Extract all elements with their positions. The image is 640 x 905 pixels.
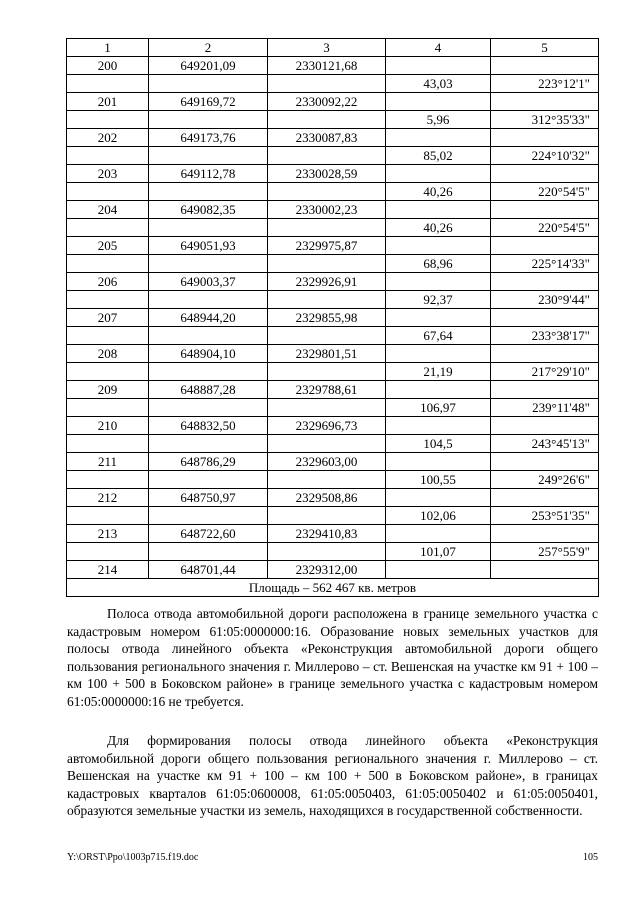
cell-y-coordinate: 2330121,68 (268, 57, 386, 75)
cell-bearing (491, 93, 599, 111)
cell-x-coordinate: 648904,10 (149, 345, 268, 363)
cell-distance: 92,37 (386, 291, 491, 309)
cell-x-coordinate: 649169,72 (149, 93, 268, 111)
table-row (67, 327, 599, 345)
cell-point-number (67, 147, 149, 165)
cell-point-number (67, 183, 149, 201)
cell-bearing (491, 57, 599, 75)
cell-x-coordinate (149, 327, 268, 345)
cell-x-coordinate (149, 75, 268, 93)
cell-distance (386, 561, 491, 579)
cell-point-number (67, 75, 149, 93)
cell-x-coordinate: 648786,29 (149, 453, 268, 471)
cell-distance: 102,06 (386, 507, 491, 525)
cell-bearing: 220°54'5" (491, 219, 599, 237)
cell-y-coordinate (268, 399, 386, 417)
header-cell-bearing: 5 (491, 39, 599, 57)
cell-bearing: 224°10'32" (491, 147, 599, 165)
paragraph-land-plots: Для формирования полосы отвода линейного объекта «Реконструкция автомобильной дороги общего пользования регионального значения г. Миллерово – ст. Вешенская на участке км 91 + 100 – км 100 + 500 в Боковском районе», в границах кадастровых кварталов 61:05:0600008, 61:05:0050403, 61:05:0050402 и 61:05:0050401, образуются земельные участки из земель, находящихся в государственной собственности. (67, 733, 598, 819)
cell-bearing (491, 237, 599, 255)
cell-point-number (67, 327, 149, 345)
cell-bearing (491, 489, 599, 507)
cell-bearing (491, 201, 599, 219)
cell-bearing: 223°12'1" (491, 75, 599, 93)
cell-point-number (67, 543, 149, 561)
cell-distance (386, 93, 491, 111)
cell-point-number (67, 399, 149, 417)
cell-y-coordinate: 2329312,00 (268, 561, 386, 579)
cell-bearing (491, 453, 599, 471)
cell-y-coordinate (268, 327, 386, 345)
cell-bearing (491, 273, 599, 291)
cell-point-number: 209 (67, 381, 149, 399)
table-row (67, 525, 599, 543)
table-row (67, 237, 599, 255)
table-area-row (67, 579, 599, 597)
cell-x-coordinate (149, 543, 268, 561)
cell-point-number (67, 219, 149, 237)
cell-distance (386, 309, 491, 327)
cell-x-coordinate (149, 219, 268, 237)
cell-y-coordinate: 2330087,83 (268, 129, 386, 147)
cell-y-coordinate: 2329926,91 (268, 273, 386, 291)
table-row (67, 471, 599, 489)
cell-y-coordinate (268, 183, 386, 201)
cell-point-number: 207 (67, 309, 149, 327)
cell-bearing (491, 381, 599, 399)
cell-distance: 40,26 (386, 183, 491, 201)
table-row (67, 165, 599, 183)
footer-file-path: Y:\ORST\Ppo\1003p715.f19.doc (67, 852, 199, 863)
table-row (67, 111, 599, 129)
cell-distance (386, 525, 491, 543)
cell-distance (386, 165, 491, 183)
cell-y-coordinate: 2329855,98 (268, 309, 386, 327)
cell-distance: 104,5 (386, 435, 491, 453)
cell-distance: 106,97 (386, 399, 491, 417)
cell-y-coordinate: 2329508,86 (268, 489, 386, 507)
cell-distance: 68,96 (386, 255, 491, 273)
cell-distance (386, 57, 491, 75)
cell-bearing (491, 345, 599, 363)
cell-distance (386, 345, 491, 363)
table-row (67, 183, 599, 201)
cell-point-number (67, 255, 149, 273)
cell-bearing: 239°11'48" (491, 399, 599, 417)
cell-distance: 67,64 (386, 327, 491, 345)
cell-y-coordinate (268, 543, 386, 561)
cell-bearing: 312°35'33" (491, 111, 599, 129)
cell-bearing (491, 309, 599, 327)
cell-y-coordinate: 2329410,83 (268, 525, 386, 543)
cell-point-number: 202 (67, 129, 149, 147)
table-row (67, 147, 599, 165)
cell-x-coordinate: 648722,60 (149, 525, 268, 543)
cell-y-coordinate (268, 219, 386, 237)
cell-point-number: 212 (67, 489, 149, 507)
cell-x-coordinate: 648887,28 (149, 381, 268, 399)
cell-bearing: 225°14'33" (491, 255, 599, 273)
cell-y-coordinate (268, 291, 386, 309)
table-row (67, 219, 599, 237)
cell-point-number (67, 471, 149, 489)
cell-bearing: 243°45'13" (491, 435, 599, 453)
cell-point-number: 211 (67, 453, 149, 471)
cell-y-coordinate (268, 147, 386, 165)
table-row (67, 435, 599, 453)
cell-x-coordinate (149, 363, 268, 381)
cell-x-coordinate: 649051,93 (149, 237, 268, 255)
table-row (67, 345, 599, 363)
cell-x-coordinate: 648832,50 (149, 417, 268, 435)
cell-point-number: 200 (67, 57, 149, 75)
cell-x-coordinate: 649082,35 (149, 201, 268, 219)
table-row (67, 399, 599, 417)
cell-point-number: 206 (67, 273, 149, 291)
cell-y-coordinate (268, 255, 386, 273)
cell-point-number (67, 111, 149, 129)
cell-y-coordinate: 2329603,00 (268, 453, 386, 471)
cell-x-coordinate (149, 183, 268, 201)
cell-point-number (67, 291, 149, 309)
table-row (67, 93, 599, 111)
table-row (67, 309, 599, 327)
footer-page-number: 105 (583, 852, 598, 863)
header-cell-x-coordinate: 2 (149, 39, 268, 57)
paragraph-right-of-way: Полоса отвода автомобильной дороги расположена в границе земельного участка с кадастровым номером 61:05:0000000:16. Образование новых земельных участков для полосы отвода линейного объекта «Реконструкция автомобильной дороги общего пользования регионального значения г. Миллерово – ст. Вешенская на участке км 91 + 100 – км 100 + 500 в Боковском районе» в границе земельного участка с кадастровым номером 61:05:0000000:16 не требуется. (67, 606, 598, 709)
table-row (67, 75, 599, 93)
table-header-row (67, 39, 599, 57)
cell-y-coordinate: 2330002,23 (268, 201, 386, 219)
cell-x-coordinate (149, 471, 268, 489)
cell-bearing: 249°26'6" (491, 471, 599, 489)
cell-point-number: 205 (67, 237, 149, 255)
cell-bearing (491, 417, 599, 435)
cell-x-coordinate (149, 507, 268, 525)
cell-distance: 85,02 (386, 147, 491, 165)
cell-bearing: 217°29'10" (491, 363, 599, 381)
cell-bearing (491, 561, 599, 579)
table-row (67, 543, 599, 561)
cell-x-coordinate (149, 291, 268, 309)
table-row (67, 291, 599, 309)
table-row (67, 201, 599, 219)
cell-x-coordinate: 648750,97 (149, 489, 268, 507)
area-total-cell: Площадь – 562 467 кв. метров (67, 579, 599, 597)
cell-bearing: 233°38'17" (491, 327, 599, 345)
cell-y-coordinate: 2330028,59 (268, 165, 386, 183)
table-row (67, 453, 599, 471)
cell-distance (386, 237, 491, 255)
table-row (67, 363, 599, 381)
cell-point-number: 208 (67, 345, 149, 363)
header-cell-point-number: 1 (67, 39, 149, 57)
cell-y-coordinate: 2329975,87 (268, 237, 386, 255)
cell-x-coordinate: 648944,20 (149, 309, 268, 327)
cell-bearing: 257°55'9" (491, 543, 599, 561)
table-row (67, 561, 599, 579)
cell-distance: 21,19 (386, 363, 491, 381)
cell-y-coordinate: 2329696,73 (268, 417, 386, 435)
cell-bearing (491, 165, 599, 183)
cell-point-number: 201 (67, 93, 149, 111)
cell-y-coordinate (268, 471, 386, 489)
table-row (67, 129, 599, 147)
cell-distance: 101,07 (386, 543, 491, 561)
cell-x-coordinate (149, 111, 268, 129)
cell-y-coordinate (268, 363, 386, 381)
cell-point-number: 204 (67, 201, 149, 219)
cell-y-coordinate: 2330092,22 (268, 93, 386, 111)
cell-x-coordinate (149, 255, 268, 273)
cell-x-coordinate: 649003,37 (149, 273, 268, 291)
cell-point-number: 210 (67, 417, 149, 435)
table-row (67, 57, 599, 75)
cell-distance (386, 489, 491, 507)
cell-y-coordinate (268, 507, 386, 525)
cell-distance: 43,03 (386, 75, 491, 93)
cell-bearing: 230°9'44" (491, 291, 599, 309)
cell-point-number (67, 507, 149, 525)
cell-y-coordinate (268, 435, 386, 453)
cell-point-number (67, 435, 149, 453)
cell-distance: 5,96 (386, 111, 491, 129)
cell-distance: 100,55 (386, 471, 491, 489)
cell-distance (386, 273, 491, 291)
table-row (67, 273, 599, 291)
coordinates-table (66, 38, 599, 597)
header-cell-distance: 4 (386, 39, 491, 57)
cell-x-coordinate: 649112,78 (149, 165, 268, 183)
cell-x-coordinate: 649201,09 (149, 57, 268, 75)
cell-x-coordinate (149, 435, 268, 453)
cell-y-coordinate (268, 111, 386, 129)
table-row (67, 381, 599, 399)
table-row (67, 489, 599, 507)
cell-y-coordinate (268, 75, 386, 93)
table-row (67, 255, 599, 273)
cell-distance (386, 417, 491, 435)
cell-point-number: 203 (67, 165, 149, 183)
cell-distance (386, 201, 491, 219)
cell-distance (386, 453, 491, 471)
cell-x-coordinate: 648701,44 (149, 561, 268, 579)
table-row (67, 507, 599, 525)
cell-x-coordinate (149, 147, 268, 165)
cell-x-coordinate (149, 399, 268, 417)
cell-point-number (67, 363, 149, 381)
cell-point-number: 213 (67, 525, 149, 543)
cell-bearing: 253°51'35" (491, 507, 599, 525)
table-row (67, 417, 599, 435)
cell-bearing (491, 129, 599, 147)
cell-y-coordinate: 2329801,51 (268, 345, 386, 363)
cell-bearing: 220°54'5" (491, 183, 599, 201)
cell-x-coordinate: 649173,76 (149, 129, 268, 147)
cell-distance (386, 129, 491, 147)
cell-point-number: 214 (67, 561, 149, 579)
cell-distance (386, 381, 491, 399)
cell-y-coordinate: 2329788,61 (268, 381, 386, 399)
cell-distance: 40,26 (386, 219, 491, 237)
cell-bearing (491, 525, 599, 543)
header-cell-y-coordinate: 3 (268, 39, 386, 57)
